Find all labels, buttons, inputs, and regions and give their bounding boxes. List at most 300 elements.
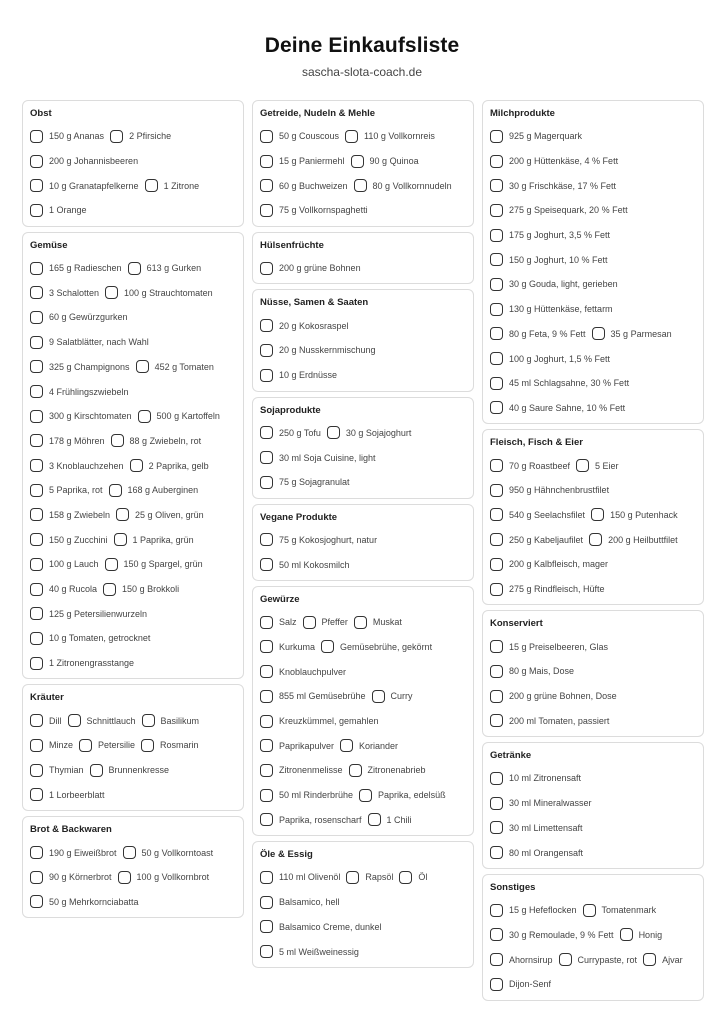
- item-label: Ahornsirup: [509, 954, 553, 965]
- checkbox[interactable]: [138, 410, 151, 423]
- list-item[interactable]: [30, 533, 108, 546]
- checkbox[interactable]: [260, 616, 273, 629]
- checkbox[interactable]: [260, 739, 273, 752]
- checkbox[interactable]: [260, 344, 273, 357]
- checkbox[interactable]: [30, 410, 43, 423]
- list-item[interactable]: [346, 871, 393, 884]
- list-item[interactable]: [372, 690, 413, 703]
- item-label: 200 g Heilbuttfilet: [608, 534, 678, 545]
- checkbox[interactable]: [372, 690, 385, 703]
- list-item[interactable]: [490, 846, 583, 859]
- checkbox[interactable]: [490, 459, 503, 472]
- list-item[interactable]: [490, 278, 618, 291]
- checkbox[interactable]: [327, 426, 340, 439]
- checkbox[interactable]: [490, 583, 503, 596]
- checkbox[interactable]: [490, 953, 503, 966]
- item-row: [490, 791, 695, 816]
- checkbox[interactable]: [260, 262, 273, 275]
- list-item[interactable]: [30, 764, 84, 777]
- list-item[interactable]: [359, 789, 446, 802]
- list-item[interactable]: [141, 739, 199, 752]
- checkbox[interactable]: [591, 508, 604, 521]
- list-item[interactable]: [260, 690, 366, 703]
- list-item[interactable]: [260, 896, 340, 909]
- checkbox[interactable]: [490, 640, 503, 653]
- checkbox[interactable]: [368, 813, 381, 826]
- checkbox[interactable]: [260, 179, 273, 192]
- category-title: Gemüse: [30, 239, 68, 251]
- list-item[interactable]: [79, 739, 135, 752]
- list-item[interactable]: [260, 179, 348, 192]
- list-item[interactable]: [589, 533, 678, 546]
- checkbox[interactable]: [30, 607, 43, 620]
- list-item[interactable]: [591, 508, 678, 521]
- checkbox[interactable]: [490, 508, 503, 521]
- item-row: [260, 684, 465, 709]
- checkbox[interactable]: [260, 558, 273, 571]
- list-item[interactable]: [260, 369, 337, 382]
- checkbox[interactable]: [30, 583, 43, 596]
- checkbox[interactable]: [345, 130, 358, 143]
- list-item[interactable]: [260, 616, 297, 629]
- list-item[interactable]: [490, 377, 629, 390]
- checkbox[interactable]: [30, 484, 43, 497]
- checkbox[interactable]: [30, 130, 43, 143]
- checkbox[interactable]: [490, 904, 503, 917]
- checkbox[interactable]: [141, 739, 154, 752]
- item-row: [30, 256, 235, 281]
- checkbox[interactable]: [105, 286, 118, 299]
- list-item[interactable]: [490, 179, 616, 192]
- checkbox[interactable]: [260, 155, 273, 168]
- item-row: [260, 363, 465, 388]
- list-item[interactable]: [105, 286, 213, 299]
- checkbox[interactable]: [340, 739, 353, 752]
- list-item[interactable]: [260, 715, 379, 728]
- list-item[interactable]: [303, 616, 348, 629]
- checkbox[interactable]: [490, 978, 503, 991]
- checkbox[interactable]: [145, 179, 158, 192]
- checkbox[interactable]: [490, 179, 503, 192]
- list-item[interactable]: [260, 640, 315, 653]
- list-item[interactable]: [559, 953, 638, 966]
- list-item[interactable]: [130, 459, 209, 472]
- list-item[interactable]: [30, 871, 112, 884]
- list-item[interactable]: [490, 978, 551, 991]
- item-row: [490, 840, 695, 865]
- checkbox[interactable]: [30, 311, 43, 324]
- checkbox[interactable]: [30, 286, 43, 299]
- list-item[interactable]: [116, 508, 204, 521]
- item-row: [490, 816, 695, 841]
- checkbox[interactable]: [30, 262, 43, 275]
- list-item[interactable]: [30, 434, 105, 447]
- checkbox[interactable]: [589, 533, 602, 546]
- checkbox[interactable]: [260, 920, 273, 933]
- category-title: Brot & Backwaren: [30, 824, 112, 836]
- checkbox[interactable]: [30, 714, 43, 727]
- item-label: 5 ml Weißweinessig: [279, 946, 359, 957]
- item-label: 30 ml Soja Cuisine, light: [279, 452, 376, 463]
- item-label: 1 Orange: [49, 205, 87, 216]
- item-row: [30, 552, 235, 577]
- checkbox[interactable]: [30, 788, 43, 801]
- list-item[interactable]: [490, 953, 553, 966]
- checkbox[interactable]: [490, 821, 503, 834]
- list-item[interactable]: [490, 904, 577, 917]
- list-item[interactable]: [30, 607, 147, 620]
- checkbox[interactable]: [30, 385, 43, 398]
- item-row: [30, 453, 235, 478]
- checkbox[interactable]: [260, 476, 273, 489]
- checkbox[interactable]: [260, 715, 273, 728]
- checkbox[interactable]: [490, 690, 503, 703]
- checkbox[interactable]: [349, 764, 362, 777]
- checkbox[interactable]: [490, 928, 503, 941]
- list-item[interactable]: [260, 739, 334, 752]
- item-row: [260, 635, 465, 660]
- list-item[interactable]: [354, 616, 402, 629]
- list-item[interactable]: [260, 262, 361, 275]
- checkbox[interactable]: [30, 204, 43, 217]
- list-item[interactable]: [30, 583, 97, 596]
- category-card-getreide-nudeln-and-mehle: [252, 100, 474, 227]
- checkbox[interactable]: [260, 533, 273, 546]
- list-item[interactable]: [30, 508, 110, 521]
- checkbox[interactable]: [490, 377, 503, 390]
- list-item[interactable]: [30, 286, 99, 299]
- checkbox[interactable]: [30, 508, 43, 521]
- list-item[interactable]: [490, 690, 617, 703]
- checkbox[interactable]: [359, 789, 372, 802]
- item-row: [490, 898, 695, 923]
- checkbox[interactable]: [354, 616, 367, 629]
- checkbox[interactable]: [490, 714, 503, 727]
- list-item[interactable]: [490, 229, 610, 242]
- list-item[interactable]: [490, 533, 583, 546]
- item-label: Rosmarin: [160, 740, 199, 751]
- checkbox[interactable]: [111, 434, 124, 447]
- category-title: Vegane Produkte: [260, 511, 338, 523]
- checkbox[interactable]: [559, 953, 572, 966]
- checkbox[interactable]: [260, 665, 273, 678]
- list-item[interactable]: [490, 928, 614, 941]
- checkbox[interactable]: [128, 262, 141, 275]
- list-item[interactable]: [30, 632, 150, 645]
- list-item[interactable]: [490, 772, 581, 785]
- checkbox[interactable]: [490, 533, 503, 546]
- checkbox[interactable]: [30, 155, 43, 168]
- checkbox[interactable]: [490, 303, 503, 316]
- list-item[interactable]: [354, 179, 452, 192]
- checkbox[interactable]: [643, 953, 656, 966]
- item-row: [30, 503, 235, 528]
- checkbox[interactable]: [490, 665, 503, 678]
- list-item[interactable]: [136, 360, 214, 373]
- list-item[interactable]: [30, 360, 130, 373]
- checkbox[interactable]: [30, 459, 43, 472]
- list-item[interactable]: [103, 583, 179, 596]
- item-row: [490, 124, 695, 149]
- checkbox[interactable]: [260, 319, 273, 332]
- list-item[interactable]: [105, 558, 203, 571]
- list-item[interactable]: [128, 262, 202, 275]
- item-label: 30 ml Mineralwasser: [509, 798, 592, 809]
- list-item[interactable]: [490, 484, 609, 497]
- list-item[interactable]: [399, 871, 427, 884]
- list-item[interactable]: [592, 327, 672, 340]
- checkbox[interactable]: [490, 327, 503, 340]
- checkbox[interactable]: [30, 179, 43, 192]
- checkbox[interactable]: [30, 336, 43, 349]
- item-label: Tomatenmark: [601, 905, 657, 916]
- checkbox[interactable]: [260, 871, 273, 884]
- list-item[interactable]: [260, 871, 340, 884]
- list-item[interactable]: [490, 352, 610, 365]
- checkbox[interactable]: [260, 789, 273, 802]
- list-item[interactable]: [260, 558, 350, 571]
- checkbox[interactable]: [490, 401, 503, 414]
- list-item[interactable]: [30, 179, 139, 192]
- list-item[interactable]: [490, 640, 608, 653]
- list-item[interactable]: [30, 262, 122, 275]
- checkbox[interactable]: [490, 352, 503, 365]
- checkbox[interactable]: [490, 772, 503, 785]
- item-row: [490, 223, 695, 248]
- item-row: [260, 807, 465, 832]
- list-item[interactable]: [30, 739, 73, 752]
- item-label: Muskat: [372, 617, 402, 628]
- checkbox[interactable]: [583, 904, 596, 917]
- list-item[interactable]: [30, 385, 129, 398]
- list-item[interactable]: [260, 665, 346, 678]
- list-item[interactable]: [490, 583, 605, 596]
- checkbox[interactable]: [105, 558, 118, 571]
- list-item[interactable]: [30, 410, 132, 423]
- list-item[interactable]: [490, 665, 574, 678]
- checkbox[interactable]: [79, 739, 92, 752]
- checkbox[interactable]: [260, 896, 273, 909]
- checkbox[interactable]: [103, 583, 116, 596]
- checkbox[interactable]: [30, 657, 43, 670]
- list-item[interactable]: [260, 764, 343, 777]
- list-item[interactable]: [260, 344, 376, 357]
- checkbox[interactable]: [142, 714, 155, 727]
- checkbox[interactable]: [30, 632, 43, 645]
- list-item[interactable]: [368, 813, 412, 826]
- list-item[interactable]: [583, 904, 657, 917]
- item-label: Currypaste, rot: [577, 954, 638, 965]
- item-row: [30, 783, 235, 808]
- list-item[interactable]: [260, 130, 339, 143]
- list-item[interactable]: [321, 640, 432, 653]
- checkbox[interactable]: [116, 508, 129, 521]
- checkbox[interactable]: [260, 369, 273, 382]
- list-item[interactable]: [345, 130, 435, 143]
- list-item[interactable]: [490, 508, 585, 521]
- checkbox[interactable]: [346, 871, 359, 884]
- checkbox[interactable]: [490, 484, 503, 497]
- list-item[interactable]: [490, 401, 625, 414]
- item-label: Thymian: [49, 765, 84, 776]
- checkbox[interactable]: [260, 204, 273, 217]
- list-item[interactable]: [30, 130, 104, 143]
- checkbox[interactable]: [30, 739, 43, 752]
- checkbox[interactable]: [260, 640, 273, 653]
- checkbox[interactable]: [490, 846, 503, 859]
- list-item[interactable]: [490, 253, 608, 266]
- item-label: 60 g Gewürzgurken: [49, 312, 128, 323]
- list-item[interactable]: [30, 714, 62, 727]
- list-item[interactable]: [490, 303, 613, 316]
- list-item[interactable]: [114, 533, 194, 546]
- list-item[interactable]: [327, 426, 412, 439]
- checkbox[interactable]: [260, 813, 273, 826]
- list-item[interactable]: [260, 476, 350, 489]
- list-item[interactable]: [30, 204, 87, 217]
- list-item[interactable]: [30, 336, 149, 349]
- checkbox[interactable]: [260, 426, 273, 439]
- checkbox[interactable]: [30, 871, 43, 884]
- checkbox[interactable]: [490, 229, 503, 242]
- list-item[interactable]: [260, 426, 321, 439]
- checkbox[interactable]: [620, 928, 633, 941]
- list-item[interactable]: [110, 130, 171, 143]
- list-item[interactable]: [30, 484, 103, 497]
- list-item[interactable]: [340, 739, 398, 752]
- list-item[interactable]: [260, 920, 382, 933]
- checkbox[interactable]: [30, 558, 43, 571]
- item-label: 540 g Seelachsfilet: [509, 509, 586, 520]
- checkbox[interactable]: [123, 846, 136, 859]
- list-item[interactable]: [260, 789, 353, 802]
- checkbox[interactable]: [260, 764, 273, 777]
- shopping-list-columns: [22, 100, 704, 1001]
- list-item[interactable]: [490, 558, 608, 571]
- checkbox[interactable]: [490, 558, 503, 571]
- checkbox[interactable]: [490, 253, 503, 266]
- item-label: 80 g Vollkornnudeln: [372, 180, 452, 191]
- list-item[interactable]: [138, 410, 220, 423]
- list-item[interactable]: [123, 846, 214, 859]
- list-item[interactable]: [349, 764, 426, 777]
- list-item[interactable]: [118, 871, 210, 884]
- checkbox[interactable]: [30, 360, 43, 373]
- checkbox[interactable]: [399, 871, 412, 884]
- checkbox[interactable]: [576, 459, 589, 472]
- checkbox[interactable]: [109, 484, 122, 497]
- item-label: 165 g Radieschen: [49, 263, 122, 274]
- checkbox[interactable]: [30, 846, 43, 859]
- list-item[interactable]: [30, 895, 139, 908]
- checkbox[interactable]: [68, 714, 81, 727]
- checkbox[interactable]: [30, 533, 43, 546]
- list-item[interactable]: [576, 459, 619, 472]
- list-item[interactable]: [142, 714, 200, 727]
- checkbox[interactable]: [321, 640, 334, 653]
- list-item[interactable]: [490, 327, 586, 340]
- list-item[interactable]: [111, 434, 202, 447]
- list-item[interactable]: [260, 813, 362, 826]
- item-row: [260, 659, 465, 684]
- list-item[interactable]: [260, 155, 345, 168]
- checkbox[interactable]: [490, 130, 503, 143]
- list-item[interactable]: [260, 204, 368, 217]
- checkbox[interactable]: [303, 616, 316, 629]
- list-item[interactable]: [30, 846, 117, 859]
- checkbox[interactable]: [260, 451, 273, 464]
- checkbox[interactable]: [490, 155, 503, 168]
- checkbox[interactable]: [30, 764, 43, 777]
- list-item[interactable]: [30, 657, 134, 670]
- item-row: [30, 601, 235, 626]
- item-row: [260, 758, 465, 783]
- checkbox[interactable]: [260, 130, 273, 143]
- checkbox[interactable]: [260, 945, 273, 958]
- checkbox[interactable]: [118, 871, 131, 884]
- list-item[interactable]: [260, 451, 376, 464]
- list-item[interactable]: [30, 311, 128, 324]
- checkbox[interactable]: [90, 764, 103, 777]
- list-item[interactable]: [90, 764, 170, 777]
- list-item[interactable]: [490, 155, 618, 168]
- item-row: [490, 272, 695, 297]
- list-item[interactable]: [620, 928, 663, 941]
- item-row: [490, 684, 695, 709]
- list-item[interactable]: [490, 459, 570, 472]
- item-row: [30, 280, 235, 305]
- checkbox[interactable]: [30, 434, 43, 447]
- list-item[interactable]: [490, 821, 583, 834]
- item-label: Paprika, rosenscharf: [279, 814, 362, 825]
- list-item[interactable]: [68, 714, 136, 727]
- list-item[interactable]: [351, 155, 419, 168]
- item-label: Pfeffer: [321, 617, 348, 628]
- checkbox[interactable]: [490, 278, 503, 291]
- checkbox[interactable]: [110, 130, 123, 143]
- list-item[interactable]: [643, 953, 683, 966]
- checkbox[interactable]: [351, 155, 364, 168]
- list-item[interactable]: [145, 179, 200, 192]
- list-item[interactable]: [30, 558, 99, 571]
- list-item[interactable]: [30, 155, 138, 168]
- checkbox[interactable]: [136, 360, 149, 373]
- checkbox[interactable]: [130, 459, 143, 472]
- list-item[interactable]: [490, 130, 582, 143]
- checkbox[interactable]: [260, 690, 273, 703]
- item-label: 100 g Joghurt, 1,5 % Fett: [509, 353, 611, 364]
- list-item[interactable]: [109, 484, 199, 497]
- list-item[interactable]: [490, 204, 628, 217]
- list-item[interactable]: [30, 788, 105, 801]
- checkbox[interactable]: [354, 179, 367, 192]
- checkbox[interactable]: [592, 327, 605, 340]
- list-item[interactable]: [490, 797, 592, 810]
- list-item[interactable]: [490, 714, 609, 727]
- item-label: Gemüsebrühe, gekörnt: [340, 641, 433, 652]
- checkbox[interactable]: [30, 895, 43, 908]
- list-item[interactable]: [30, 459, 124, 472]
- item-label: 15 g Paniermehl: [279, 156, 345, 167]
- list-item[interactable]: [260, 945, 359, 958]
- checkbox[interactable]: [490, 204, 503, 217]
- item-label: 80 g Mais, Dose: [509, 666, 575, 677]
- checkbox[interactable]: [490, 797, 503, 810]
- list-item[interactable]: [260, 533, 377, 546]
- item-label: 10 ml Zitronensaft: [509, 773, 582, 784]
- list-item[interactable]: [260, 319, 349, 332]
- checkbox[interactable]: [114, 533, 127, 546]
